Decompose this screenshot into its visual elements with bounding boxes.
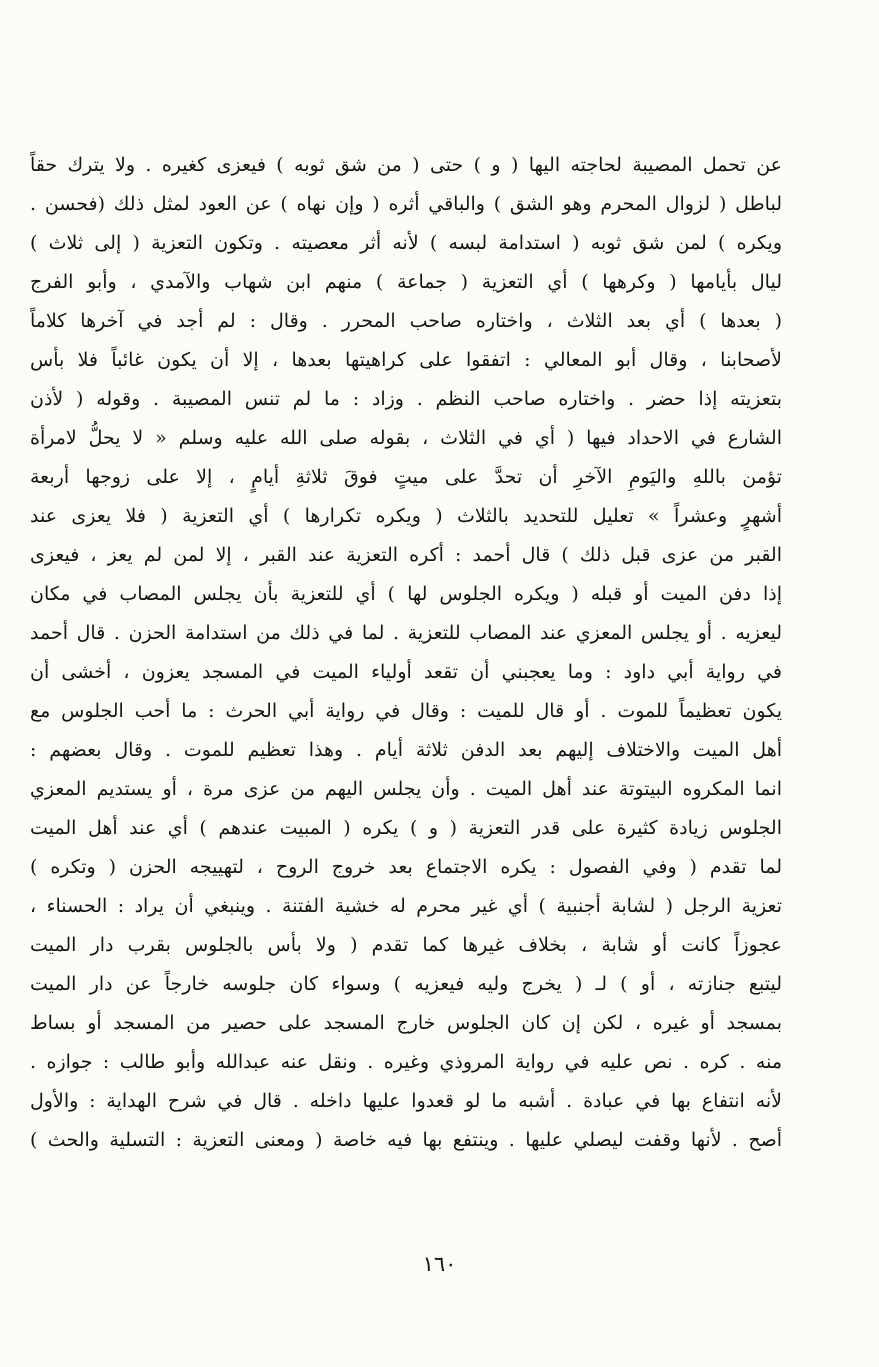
text-line: أصح . لأنها وقفت ليصلي عليها . وينتفع بها فيه خاصة ( ومعنى التعزية : التسلية والحث )	[30, 1129, 782, 1151]
text-line: ليعزيه . أو يجلس المعزي عند المصاب للتعزية . لما في ذلك من استدامة الحزن . قال أحمد	[30, 622, 782, 644]
text-line: في رواية أبي داود : وما يعجبني أن تقعد أولياء الميت في المسجد يعزون ، أخشى أن	[30, 661, 782, 683]
text-line: تؤمن باللهِ واليَومِ الآخرِ أن تحدَّ على ميتٍ فوقَ ثلاثةِ أيامٍ ، إلا على زوجها أربعة	[30, 466, 782, 488]
page-number: ١٦٠	[422, 1252, 457, 1276]
text-line: تعزية الرجل ( لشابة أجنبية ) أي غير محرم له خشية الفتنة . وينبغي أن يراد : الحسناء ،	[30, 895, 782, 917]
text-line: الشارع في الاحداد فيها ( أي في الثلاث ، بقوله صلى الله عليه وسلم « لا يحلُّ لامرأة	[30, 427, 782, 449]
text-line: منه . كره . نص عليه في رواية المروذي وغيره . ونقل عنه عبدالله وأبو طالب : جوازه .	[30, 1051, 782, 1073]
text-line: أشهرٍ وعشراً » تعليل للتحديد بالثلاث ( ويكره تكرارها ) أي التعزية ( فلا يعزى عند	[30, 505, 782, 527]
text-line: ليال بأيامها ( وكرهها ) أي التعزية ( جماعة ) منهم ابن شهاب والآمدي ، وأبو الفرج	[30, 271, 782, 293]
text-line: انما المكروه البيتوتة عند أهل الميت . وأن يجلس اليهم من عزى مرة ، أو يستديم المعزي	[30, 778, 782, 800]
text-line: بمسجد أو غيره ، لكن إن كان الجلوس خارج المسجد على حصير من المسجد أو بساط	[30, 1012, 782, 1034]
text-line: عجوزاً كانت أو شابة ، بخلاف غيرها كما تقدم ( ولا بأس بالجلوس بقرب دار الميت	[30, 934, 782, 956]
text-line: يكون تعظيماً للموت . أو قال للميت : وقال في رواية أبي الحرث : ما أحب الجلوس مع	[30, 700, 782, 722]
text-line: عن تحمل المصيبة لحاجته اليها ( و ) حتى ( من شق ثوبه ) فيعزى كغيره . ولا يترك حقاً	[30, 154, 782, 176]
text-line: بتعزيته إذا حضر . واختاره صاحب النظم . وزاد : ما لم تنس المصيبة . وقوله ( لأذن	[30, 388, 782, 410]
text-line: إذا دفن الميت أو قبله ( ويكره الجلوس لها ) أي للتعزية بأن يجلس المصاب في مكان	[30, 583, 782, 605]
text-line: ليتبع جنازته ، أو ) لـ ( يخرج وليه فيعزيه ) وسواء كان جلوسه خارجاً عن دار الميت	[30, 973, 782, 995]
text-line: لأنه انتفاع بها في عبادة . أشبه ما لو قعدوا عليها داخله . قال في شرح الهداية : والأول	[30, 1090, 782, 1112]
text-line: ويكره ) لمن شق ثوبه ( استدامة لبسه ) لأنه أثر معصيته . وتكون التعزية ( إلى ثلاث )	[30, 232, 782, 254]
body-text	[30, 146, 782, 1160]
text-line: لما تقدم ( وفي الفصول : يكره الاجتماع بعد خروج الروح ، لتهييجه الحزن ( وتكره )	[30, 856, 782, 878]
text-line: القبر من عزى قبل ذلك ) قال أحمد : أكره التعزية عند القبر ، إلا لمن لم يعز ، فيعزى	[30, 544, 782, 566]
text-line: ( بعدها ) أي بعد الثلاث ، واختاره صاحب المحرر . وقال : لم أجد في آخرها كلاماً	[30, 310, 782, 332]
text-line: لأصحابنا ، وقال أبو المعالي : اتفقوا على كراهيتها بعدها ، إلا أن يكون غائباً فلا بأس	[30, 349, 782, 371]
text-line: أهل الميت والاختلاف إليهم بعد الدفن ثلاثة أيام . وهذا تعظيم للموت . وقال بعضهم :	[30, 739, 782, 761]
text-line: الجلوس زيادة كثيرة على قدر التعزية ( و ) يكره ( المبيت عندهم ) أي عند أهل الميت	[30, 817, 782, 839]
text-line: لباطل ( لزوال المحرم وهو الشق ) والباقي أثره ( وإن نهاه ) عن العود لمثل ذلك (فحسن .	[30, 193, 782, 215]
